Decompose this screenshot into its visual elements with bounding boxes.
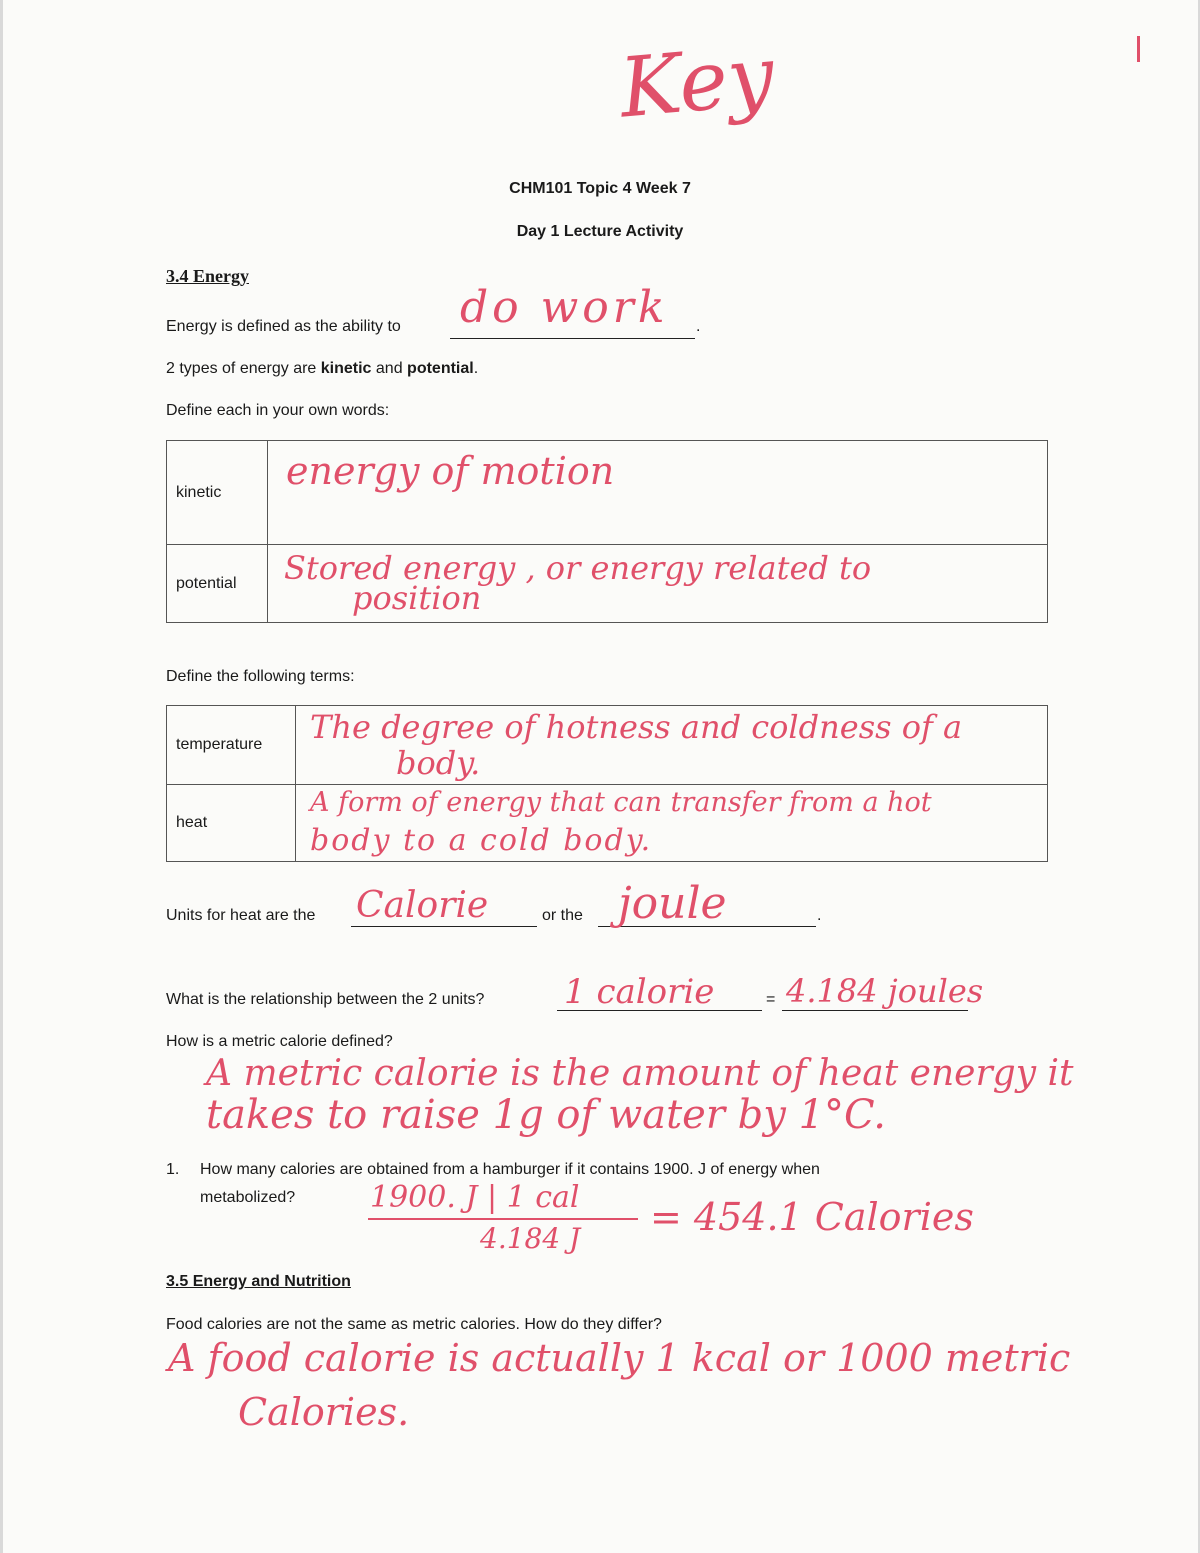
answer-cell	[268, 441, 1048, 545]
table-row	[167, 441, 1048, 545]
energy-definition-prompt: Energy is defined as the ability to	[166, 318, 401, 335]
answer-line2: body.	[396, 744, 481, 782]
energy-types-statement	[166, 360, 478, 378]
energy-type-potential: potential	[407, 360, 474, 377]
energy-definition-answer: do work	[460, 282, 669, 333]
nutrition-answer-line2: Calories.	[238, 1390, 410, 1434]
term-label: potential	[176, 574, 237, 592]
terms-prompt: Define the following terms:	[166, 668, 355, 685]
energy-types-and: and	[371, 360, 408, 377]
key-mark: Key	[616, 28, 778, 137]
question-1-number: 1.	[166, 1161, 180, 1178]
page-subtitle: Day 1 Lecture Activity	[516, 223, 684, 240]
term-cell	[167, 706, 296, 785]
answer-line1: A form of energy that can transfer from a hot	[310, 787, 932, 818]
term-cell	[167, 545, 268, 623]
q1-work-numerator: 1900. J | 1 cal	[370, 1180, 580, 1215]
term-cell	[167, 441, 268, 545]
relationship-equals: =	[766, 991, 776, 1008]
units-blank-1	[351, 926, 537, 927]
units-or: or the	[542, 907, 583, 924]
metric-calorie-question: How is a metric calorie defined?	[166, 1033, 393, 1050]
energy-definition-blank	[450, 338, 695, 339]
relationship-answer-b: 4.184 joules	[786, 972, 984, 1010]
energy-definition-period: .	[696, 318, 701, 335]
answer-line1: The degree of hotness and coldness of a	[310, 708, 963, 746]
term-cell	[167, 785, 296, 862]
define-prompt: Define each in your own words:	[166, 402, 390, 419]
answer-cell	[268, 545, 1048, 623]
units-answer-joule: joule	[618, 878, 727, 929]
units-period: .	[817, 907, 822, 924]
answer-cell	[296, 706, 1048, 785]
q1-work-result: = 454.1 Calories	[650, 1195, 974, 1239]
energy-types-period: .	[473, 360, 479, 377]
term-label: temperature	[176, 736, 263, 753]
metric-calorie-answer-line2: takes to raise 1g of water by 1°C.	[206, 1092, 886, 1138]
units-prompt: Units for heat are the	[166, 907, 316, 924]
section-heading-energy: 3.4 Energy	[166, 266, 249, 286]
nutrition-question: Food calories are not the same as metric calories. How do they differ?	[166, 1316, 662, 1333]
answer-line2: position	[352, 579, 482, 617]
relationship-answer-a: 1 calorie	[564, 972, 715, 1012]
table-row	[167, 545, 1048, 623]
relationship-blank-2	[782, 1010, 968, 1011]
answer-line2: body to a cold body.	[310, 823, 653, 858]
question-1-text-line2: metabolized?	[200, 1189, 296, 1206]
page-title: CHM101 Topic 4 Week 7	[509, 180, 691, 197]
scan-mark	[1137, 36, 1140, 62]
answer-cell	[296, 785, 1048, 862]
term-label: heat	[176, 814, 208, 831]
q1-work-denominator: 4.184 J	[480, 1222, 581, 1255]
units-answer-calorie: Calorie	[356, 885, 489, 926]
question-1-text: How many calories are obtained from a hamburger if it contains 1900. J of energy when	[200, 1161, 820, 1178]
table-row	[167, 706, 1048, 785]
energy-types-text: 2 types of energy are	[166, 360, 321, 377]
answer-line1: energy of motion	[286, 449, 615, 493]
answer-line1: Stored energy , or energy related to	[284, 549, 872, 587]
energy-type-kinetic: kinetic	[320, 360, 372, 377]
terms-table	[166, 705, 1048, 862]
q1-fraction-line	[368, 1218, 638, 1220]
metric-calorie-answer-line1: A metric calorie is the amount of heat energy it	[206, 1053, 1074, 1094]
term-label: kinetic	[176, 483, 222, 501]
relationship-question: What is the relationship between the 2 units?	[166, 991, 485, 1008]
nutrition-answer-line1: A food calorie is actually 1 kcal or 1000 metric	[168, 1336, 1071, 1380]
table-row	[167, 785, 1048, 862]
energy-types-table	[166, 440, 1048, 623]
section-heading-nutrition: 3.5 Energy and Nutrition	[166, 1273, 351, 1290]
